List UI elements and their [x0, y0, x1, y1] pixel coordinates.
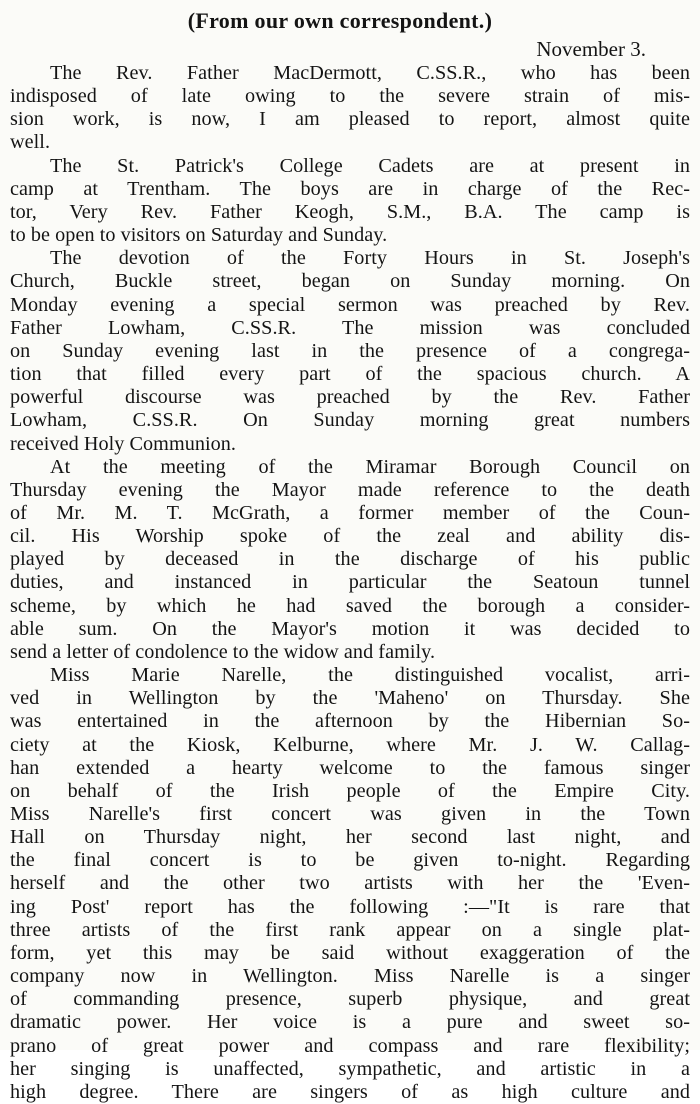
text-line: high degree. There are singers of as high culture and — [10, 1080, 690, 1103]
text-line: company now in Wellington. Miss Narelle is a singer — [10, 965, 690, 988]
dateline: November 3. — [536, 37, 646, 61]
text-line: cil. His Worship spoke of the zeal and ability dis- — [10, 525, 690, 548]
text-line: powerful discourse was preached by the Rev. Father — [10, 386, 690, 409]
correspondent-header: (From our own correspondent.) — [187, 8, 493, 33]
text-line: The devotion of the Forty Hours in St. Joseph's — [50, 247, 690, 270]
text-line: Father Lowham, C.SS.R. The mission was concluded — [10, 316, 690, 339]
text-line: of commanding presence, superb physique, and great — [10, 988, 690, 1011]
text-line: was entertained in the afternoon by the Hibernian So- — [10, 710, 690, 733]
text-line: on behalf of the Irish people of the Empire City. — [10, 779, 690, 802]
text-line: Miss Marie Narelle, the distinguished vocalist, arri- — [50, 664, 690, 687]
text-line: indisposed of late owing to the severe strain of mis- — [10, 85, 690, 108]
text-line: ing Post' report has the following :—"It is rare that — [10, 895, 690, 918]
text-line: han extended a hearty welcome to the famous singer — [10, 756, 690, 779]
text-line: well. — [10, 131, 51, 154]
text-line: dramatic power. Her voice is a pure and sweet so- — [10, 1011, 690, 1034]
text-line: Monday evening a special sermon was preached by Rev. — [10, 293, 690, 316]
text-line: Miss Narelle's first concert was given in the Town — [10, 803, 690, 825]
text-line: on Sunday evening last in the presence of a congrega- — [10, 339, 690, 362]
article-paragraph — [10, 456, 690, 664]
text-line: ciety at the Kiosk, Kelburne, where Mr. J. W. Callag- — [10, 733, 690, 756]
article-paragraph — [10, 155, 690, 248]
text-line: tor, Very Rev. Father Keogh, S.M., B.A. The camp is — [10, 200, 690, 223]
text-line: The St. Patrick's College Cadets are at present in — [50, 154, 690, 177]
text-line: herself and the other two artists with her the 'Even- — [10, 872, 690, 895]
text-line: played by deceased in the discharge of his public — [10, 548, 690, 571]
text-line: duties, and instanced in particular the Seatoun tunnel — [10, 571, 690, 594]
article-paragraph — [10, 664, 690, 1104]
text-line: camp at Trentham. The boys are in charge of the Rec- — [10, 177, 690, 200]
article-paragraph — [10, 62, 690, 155]
text-line: ved in Wellington by the 'Maheno' on Thursday. She — [10, 687, 690, 710]
text-line: tion that filled every part of the spacious church. A — [10, 363, 690, 386]
text-line: her singing is unaffected, sympathetic, and artistic in a — [10, 1057, 690, 1080]
article-paragraph — [10, 247, 690, 455]
text-line: to be open to visitors on Saturday and Sunday. — [10, 224, 388, 247]
text-line: received Holy Communion. — [10, 432, 237, 455]
text-line: prano of great power and compass and rare flexibility; — [10, 1034, 690, 1057]
text-line: three artists of the first rank appear on a single plat- — [10, 918, 690, 941]
text-line: Church, Buckle street, began on Sunday morning. On — [10, 270, 690, 293]
article-column — [0, 62, 700, 1104]
text-line: Thursday evening the Mayor made reference to the death — [10, 478, 690, 501]
text-line: Hall on Thursday night, her second last night, and — [10, 826, 690, 849]
text-line: scheme, by which he had saved the borough a consider- — [10, 594, 690, 617]
text-line: of Mr. M. T. McGrath, a former member of the Coun- — [10, 501, 690, 524]
text-line: the final concert is to be given to-night. Regarding — [10, 849, 690, 872]
text-line: sion work, is now, I am pleased to report, almost quite — [10, 108, 690, 131]
text-line: form, yet this may be said without exaggeration of the — [10, 941, 690, 964]
text-line: send a letter of condolence to the widow and family. — [10, 640, 436, 663]
text-line: able sum. On the Mayor's motion it was decided to — [10, 617, 690, 640]
text-line: At the meeting of the Miramar Borough Council on — [50, 455, 690, 478]
text-line: Lowham, C.SS.R. On Sunday morning great numbers — [10, 409, 690, 432]
text-line: The Rev. Father MacDermott, C.SS.R., who has been — [50, 62, 690, 84]
